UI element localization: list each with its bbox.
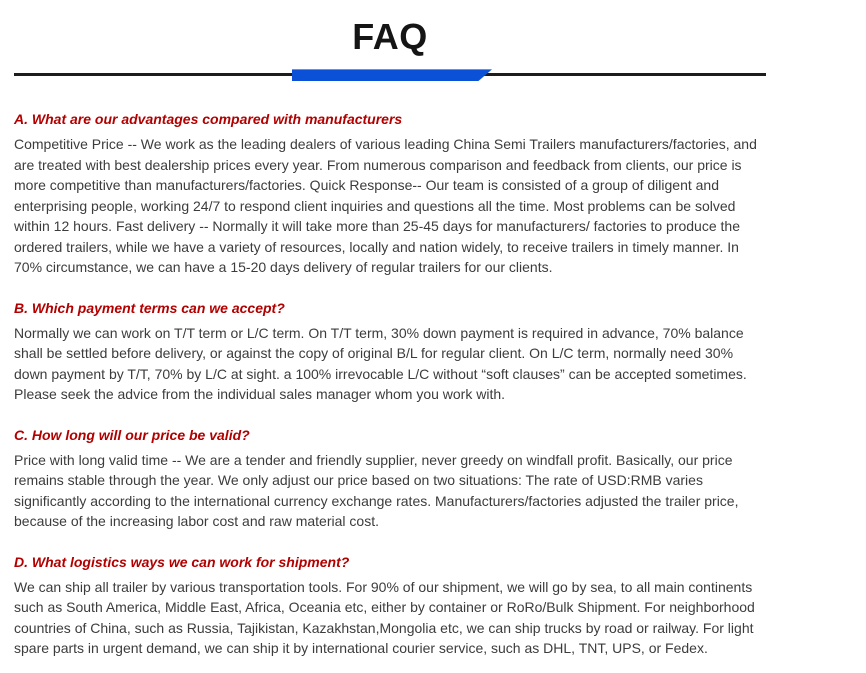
page-title: FAQ xyxy=(352,16,428,57)
faq-question-a: A. What are our advantages compared with manufacturers xyxy=(14,111,403,128)
faq-section-a xyxy=(14,111,766,278)
faq-answer-d: We can ship all trailer by various transportation tools. For 90% of our shipment, we will go by sea, to all main continents such as South America, Middle East, Africa, Oceania etc, either by container or RoRo/Bulk Shipment. For neighborhood countries of China, such as Russia, Tajikistan, Kazakhstan,Mongolia etc, we can ship trucks by road or railway. For light spare parts in urgent demand, we can ship it by international courier service, such as DHL, TNT, UPS, or Fedex. xyxy=(14,578,755,657)
faq-section-b xyxy=(14,300,766,405)
faq-section-c xyxy=(14,427,766,532)
title-divider xyxy=(14,69,766,81)
faq-question-b: B. Which payment terms can we accept? xyxy=(14,299,285,316)
divider-accent-bar xyxy=(292,69,492,81)
faq-question-d: D. What logistics ways we can work for shipment? xyxy=(14,553,350,570)
faq-answer-c: Price with long valid time -- We are a tender and friendly supplier, never greedy on windfall profit. Basically, our price remains stable through the year. We only adjust our price based on two situations: The rate of USD:RMB varies significantly according to the international currency exchange rates. Manufacturers/factories adjusted the trailer price, because of the increasing labor cost and raw material cost. xyxy=(14,451,739,530)
faq-question-c: C. How long will our price be valid? xyxy=(14,426,250,443)
faq-answer-a: Competitive Price -- We work as the leading dealers of various leading China Semi Trailers manufacturers/factories, and are treated with best dealership prices every year. From numerous comparison and feedback from clients, our price is more competitive than manufacturers/factories. Quick Response-- Our team is consisted of a group of diligent and enterprising people, working 24/7 to respond client inquiries and questions all the time. Most problems can be solved within 12 hours. Fast delivery -- Normally it will take more than 25-45 days for manufacturers/ factories to produce the ordered trailers, while we have a variety of resources, locally and nation widely, to receive trailers in timely manner. In 70% circumstance, we can have a 15-20 days delivery of regular trailers for our clients. xyxy=(14,136,757,276)
faq-content xyxy=(14,111,766,659)
faq-answer-b: Normally we can work on T/T term or L/C term. On T/T term, 30% down payment is required in advance, 70% balance shall be settled before delivery, or against the copy of original B/L for regular client. On L/C term, normally need 30% down payment by T/T, 70% by L/C at sight. a 100% irrevocable L/C without “soft clauses” can be accepted sometimes. Please seek the advice from the individual sales manager whom you work with. xyxy=(14,324,747,403)
faq-section-d xyxy=(14,554,766,659)
